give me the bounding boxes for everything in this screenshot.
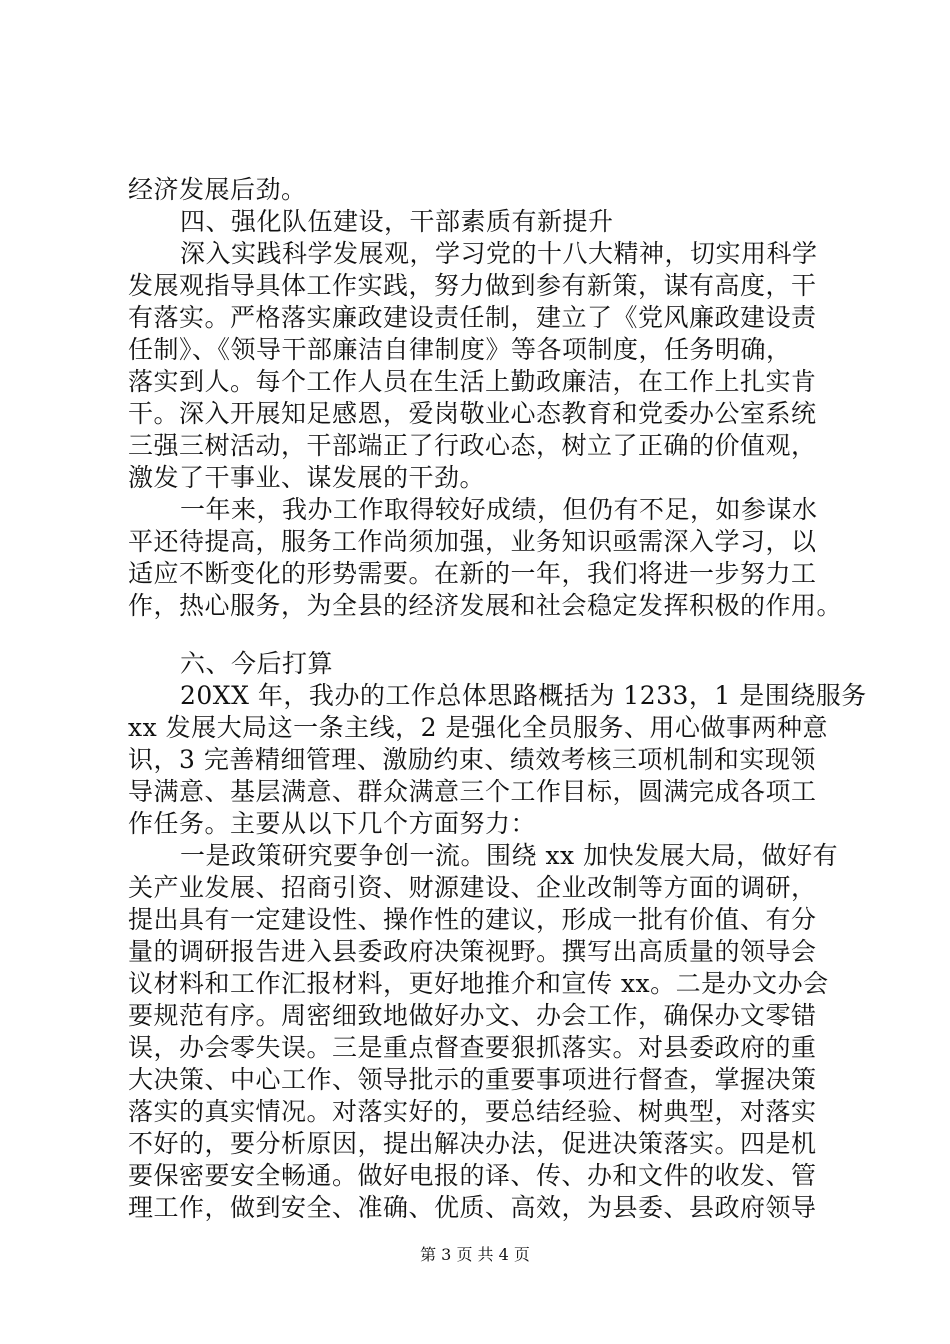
text-line: 落实的真实情况。对落实好的，要总结经验、树典型，对落实 xyxy=(128,1097,817,1126)
text-line: 不好的，要分析原因，提出解决办法，促进决策落实。四是机 xyxy=(128,1129,817,1158)
text-line: 识，3 完善精细管理、激励约束、绩效考核三项机制和实现领 xyxy=(128,745,816,774)
text-line: 干。深入开展知足感恩，爱岗敬业心态教育和党委办公室系统 xyxy=(128,399,817,428)
page-number-footer: 第 3 页 共 4 页 xyxy=(420,1245,530,1264)
text-line: 激发了干事业、谋发展的干劲。 xyxy=(128,463,486,492)
text-line: 作任务。主要从以下几个方面努力： xyxy=(128,809,537,838)
text-line: 深入实践科学发展观，学习党的十八大精神，切实用科学 xyxy=(180,239,818,268)
text-line: 落实到人。每个工作人员在生活上勤政廉洁，在工作上扎实肯 xyxy=(128,367,817,396)
text-line: 议材料和工作汇报材料，更好地推介和宣传 xx。二是办文办会 xyxy=(128,969,829,998)
text-line: 作，热心服务，为全县的经济发展和社会稳定发挥积极的作用。 xyxy=(128,591,843,620)
text-line: 有落实。严格落实廉政建设责任制，建立了《党风廉政建设责 xyxy=(128,303,817,332)
text-line: 平还待提高，服务工作尚须加强，业务知识亟需深入学习，以 xyxy=(128,527,817,556)
text-line: 经济发展后劲。 xyxy=(128,175,307,204)
text-line: 20XX 年，我办的工作总体思路概括为 1233，1 是围绕服务 xyxy=(180,681,867,710)
text-line: 理工作，做到安全、准确、优质、高效，为县委、县政府领导 xyxy=(128,1193,817,1222)
text-line: 导满意、基层满意、群众满意三个工作目标，圆满完成各项工 xyxy=(128,777,817,806)
text-line: 任制》、《领导干部廉洁自律制度》等各项制度，任务明确， xyxy=(128,335,792,364)
text-line: 误，办会零失误。三是重点督查要狠抓落实。对县委政府的重 xyxy=(128,1033,817,1062)
text-line: 提出具有一定建设性、操作性的建议，形成一批有价值、有分 xyxy=(128,905,817,934)
text-line: 适应不断变化的形势需要。在新的一年，我们将进一步努力工 xyxy=(128,559,817,588)
text-line: 一是政策研究要争创一流。围绕 xx 加快发展大局，做好有 xyxy=(180,841,839,870)
section-heading: 六、今后打算 xyxy=(180,649,334,678)
text-line: xx 发展大局这一条主线，2 是强化全员服务、用心做事两种意 xyxy=(128,713,828,742)
text-line: 发展观指导具体工作实践，努力做到参有新策，谋有高度，干 xyxy=(128,271,817,300)
text-line: 关产业发展、招商引资、财源建设、企业改制等方面的调研， xyxy=(128,873,817,902)
section-heading: 四、强化队伍建设，干部素质有新提升 xyxy=(180,207,614,236)
text-line: 大决策、中心工作、领导批示的重要事项进行督查，掌握决策 xyxy=(128,1065,817,1094)
text-line: 量的调研报告进入县委政府决策视野。撰写出高质量的领导会 xyxy=(128,937,817,966)
text-line: 一年来，我办工作取得较好成绩，但仍有不足，如参谋水 xyxy=(180,495,818,524)
text-line: 三强三树活动，干部端正了行政心态，树立了正确的价值观， xyxy=(128,431,817,460)
text-line: 要规范有序。周密细致地做好办文、办会工作，确保办文零错 xyxy=(128,1001,817,1030)
text-line: 要保密要安全畅通。做好电报的译、传、办和文件的收发、管 xyxy=(128,1161,817,1190)
